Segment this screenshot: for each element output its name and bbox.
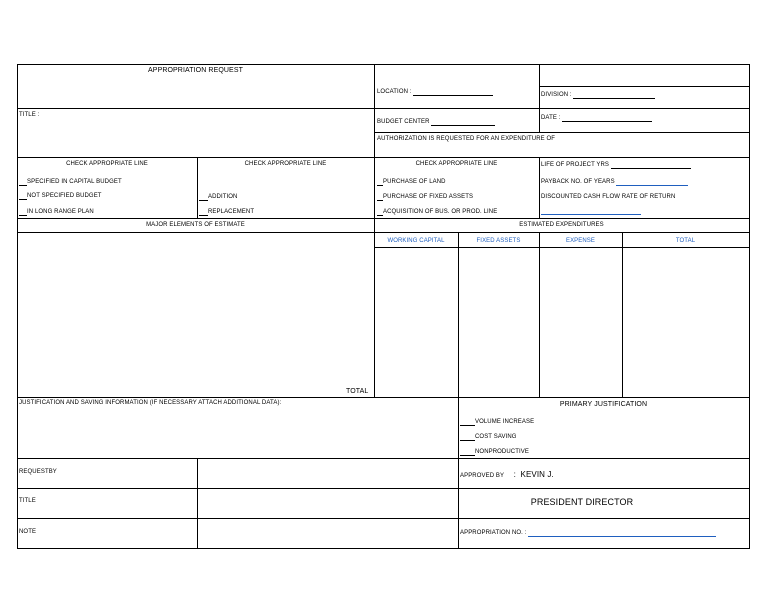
col-expense: EXPENSE [565, 238, 596, 244]
volume-increase-label: VOLUME INCREASE [475, 419, 535, 425]
divider-lower-right [458, 397, 459, 549]
location-label: LOCATION : [377, 89, 412, 95]
check-line[interactable] [19, 209, 27, 216]
rule-note-top [17, 518, 750, 519]
dcf-rate-field[interactable] [541, 208, 641, 215]
check-col1-item-3[interactable] [19, 209, 94, 216]
check-col1-item-3-label: IN LONG RANGE PLAN [27, 209, 94, 215]
check-col2-item-1[interactable] [199, 194, 237, 201]
check-col3-item-2-label: PURCHASE OF FIXED ASSETS [383, 194, 474, 200]
division-input[interactable] [573, 92, 655, 99]
rule-title-top [17, 108, 750, 109]
payback-field[interactable] [541, 179, 688, 186]
check-line[interactable] [460, 434, 475, 441]
divider-col-2 [539, 232, 540, 398]
authorization-text: AUTHORIZATION IS REQUESTED FOR AN EXPENDITURE OF [377, 136, 556, 142]
title-label: TITLE : [19, 112, 40, 118]
rule-division-top [539, 86, 750, 87]
col-working-capital: WORKING CAPITAL [387, 238, 445, 244]
border-bottom [17, 548, 750, 549]
location-field[interactable] [377, 89, 493, 96]
rule-justification-top [17, 397, 750, 398]
divider-center [374, 64, 375, 398]
cost-saving-label: COST SAVING [475, 434, 517, 440]
rule-estimate-top [17, 218, 750, 219]
check-col3-item-1-label: PURCHASE OF LAND [383, 179, 446, 185]
col-total: TOTAL [675, 238, 696, 244]
check-col3-item-2[interactable] [377, 194, 473, 201]
nonproductive-item[interactable] [460, 449, 529, 456]
check-col1-item-1[interactable] [19, 179, 122, 186]
check-col2-header: CHECK APPROPRIATE LINE [244, 161, 327, 167]
approved-by-name: KEVIN J. [520, 470, 554, 479]
dcf-rate-label: DISCOUNTED CASH FLOW RATE OF RETURN [541, 194, 676, 200]
date-input[interactable] [562, 115, 652, 122]
dcf-rate-input[interactable] [541, 208, 641, 215]
budget-center-field[interactable] [377, 119, 495, 126]
divider-lower-left [197, 458, 198, 549]
check-col1-item-2-label: NOT SPECIFIED BUDGET [27, 193, 102, 199]
budget-center-label: BUDGET CENTER [377, 119, 430, 125]
estimated-expenditures-header: ESTIMATED EXPENDITURES [519, 222, 604, 228]
appropriation-no-field[interactable] [460, 530, 716, 537]
project-life-label: LIFE OF PROJECT YRS [541, 162, 610, 168]
check-col3-item-3[interactable] [377, 209, 497, 216]
date-field[interactable] [541, 115, 652, 122]
project-life-field[interactable] [541, 162, 691, 169]
border-left [17, 64, 18, 549]
payback-label: PAYBACK NO. OF YEARS [541, 179, 615, 185]
border-right [749, 64, 750, 549]
approved-by-value: : KEVIN J. [513, 470, 554, 479]
rule-check-top [17, 157, 750, 158]
check-line[interactable] [199, 209, 208, 216]
check-col3-header: CHECK APPROPRIATE LINE [415, 161, 498, 167]
title-row-label: TITLE [19, 498, 36, 504]
divider-col-3 [622, 232, 623, 398]
divider-right-check [539, 157, 540, 219]
check-col2-item-2[interactable] [199, 209, 254, 216]
division-field[interactable] [541, 92, 655, 99]
form-title-text: APPROPRIATION REQUEST [148, 67, 243, 74]
check-line[interactable] [19, 179, 27, 186]
rule-requested-top [17, 458, 750, 459]
estimate-total-label: TOTAL [346, 388, 369, 395]
title-row-value: PRESIDENT DIRECTOR [530, 497, 634, 507]
check-col2-item-1-label: ADDITION [208, 194, 238, 200]
payback-input[interactable] [616, 179, 688, 186]
divider-right-upper [539, 64, 540, 133]
primary-justification-header: PRIMARY JUSTIFICATION [559, 401, 648, 408]
rule-columns-bottom [375, 247, 750, 248]
check-col1-item-2[interactable] [19, 193, 102, 200]
check-col2-item-2-label: REPLACEMENT [208, 209, 255, 215]
location-input[interactable] [413, 89, 493, 96]
project-life-input[interactable] [611, 162, 691, 169]
check-line[interactable] [460, 419, 475, 426]
check-col3-item-1[interactable] [377, 179, 446, 186]
approved-by-label: APPROVED BY [460, 473, 505, 479]
rule-title-row-top [17, 488, 750, 489]
check-col1-header: CHECK APPROPRIATE LINE [66, 161, 148, 167]
volume-increase-item[interactable] [460, 419, 534, 426]
requested-by-label: REQUESTBY [19, 469, 57, 475]
budget-center-input[interactable] [431, 119, 495, 126]
cost-saving-item[interactable] [460, 434, 517, 441]
form-title [17, 67, 374, 74]
check-line[interactable] [19, 193, 27, 200]
rule-estimate-header-bottom [17, 232, 750, 233]
justification-label: JUSTIFICATION AND SAVING INFORMATION (IF NECESSARY ATTACH ADDITIONAL DATA): [19, 400, 282, 406]
approved-by-field [460, 470, 554, 480]
date-label: DATE : [541, 115, 561, 121]
appropriation-no-input[interactable] [528, 530, 716, 537]
check-col3-item-3-label: ACQUISITION OF BUS. OR PROD. LINE [383, 209, 498, 215]
col-fixed-assets: FIXED ASSETS [476, 238, 521, 244]
rule-authorization-top [375, 132, 750, 133]
nonproductive-label: NONPRODUCTIVE [475, 449, 529, 455]
check-col1-item-1-label: SPECIFIED IN CAPITAL BUDGET [27, 179, 122, 185]
appropriation-no-label: APPROPRIATION NO. : [460, 530, 527, 536]
check-line[interactable] [199, 194, 208, 201]
divider-col-1 [458, 232, 459, 398]
division-label: DIVISION : [541, 92, 572, 98]
note-label: NOTE [19, 529, 37, 535]
major-elements-header: MAJOR ELEMENTS OF ESTIMATE [146, 222, 245, 228]
check-line[interactable] [460, 449, 475, 456]
border-top [17, 64, 750, 65]
